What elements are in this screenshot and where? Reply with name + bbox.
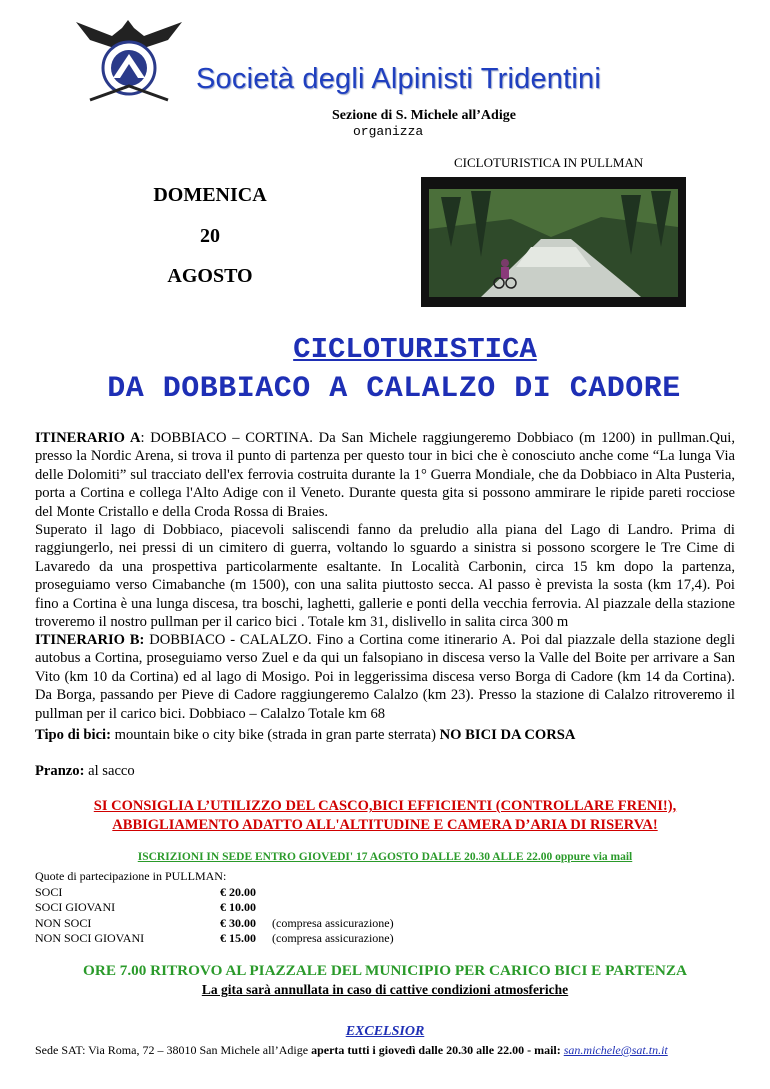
date-day: DOMENICA [153,184,267,206]
price-row [35,900,394,916]
sat-logo [72,14,187,104]
itinerario-b-label: ITINERARIO B: [35,632,145,648]
date-month: AGOSTO [167,265,253,287]
itinerario-a-label: ITINERARIO A [35,430,141,446]
pranzo-text: al sacco [84,763,135,779]
itinerario-b [35,631,735,723]
price-category: NON SOCI GIOVANI [35,931,145,945]
price-amount: € 10.00 [220,900,256,914]
price-note: (compresa assicurazione) [272,931,394,945]
route-title: DA DOBBIACO A CALALZO DI CADORE [107,372,681,406]
itinerario-a [35,429,735,631]
price-amount: € 15.00 [220,931,256,945]
itinerario-a-para1: : DOBBIACO – CORTINA. Da San Michele raggiungeremo Dobbiaco (m 1200) in pullman.Qui, presso la Nordic Arena, si trova il punto di partenza per questo tour in bici che è conosciuto anche come “La lunga Via delle Dolomiti” sul tracciato dell'ex ferrovia costruita durante la 1° Guerra Mondiale, che da Dobbiaco in Alta Pusteria, porta a Cortina e collega l'Alto Adige con il Veneto. Durante questa gita si possono ammirare le ripide pareti rocciose del Monte Cristallo e della Croda Rossa di Braies. [35,430,736,520]
tipo-bici-text: mountain bike o city bike (strada in gran parte sterrata) [110,727,440,743]
tipo-bici-label: Tipo di bici: [35,727,111,743]
price-row [35,885,394,901]
email-link[interactable]: san.michele@sat.tn.it [563,1043,668,1057]
org-title: Società degli Alpinisti Tridentini [196,63,601,95]
warning-line-2: ABBIGLIAMENTO ADATTO ALL'ALTITUDINE E CAMERA D’ARIA DI RISERVA! [112,817,658,833]
price-note: (compresa assicurazione) [272,915,394,930]
footer-hours: aperta tutti i giovedì dalle 20.30 alle 22.00 - mail: [311,1043,564,1057]
pranzo-label: Pranzo: [35,763,85,779]
price-row [35,931,394,947]
photo-caption: CICLOTURISTICA IN PULLMAN [454,155,644,170]
price-table [35,869,394,947]
price-category: SOCI [35,884,63,899]
pranzo [35,763,135,780]
price-row [35,916,394,932]
section-name: Sezione di S. Michele all’Adige [332,108,516,123]
date-number: 20 [200,225,220,247]
footer [35,1043,668,1058]
price-category: NON SOCI [35,915,92,930]
footer-address: Sede SAT: Via Roma, 72 – 38010 San Michele all’Adige [35,1043,312,1057]
eagle-emblem-icon [72,14,187,104]
cyclist-photo [421,177,686,307]
iscrizioni-notice: ISCRIZIONI IN SEDE ENTRO GIOVEDI' 17 AGOSTO DALLE 20.30 ALLE 22.00 oppure via mail [137,851,633,863]
price-amount: € 30.00 [220,915,256,930]
itinerario-a-para2: Superato il lago di Dobbiaco, piacevoli saliscendi fanno da preludio alla piana del Lago di Landro. Prima di raggiungerlo, nei pressi di un cimitero di guerra, voltando lo sguardo a sinistra si possono scorgere le Tre Cime di Lavaredo da una prospettiva particolarmente esaltante. In Località Carbonin, circa 15 km dopo la partenza, proseguiamo verso Cimabanche (m 1500), con una salita piuttosto secca. Al passo è prevista la sosta (km 17,4). Poi fino a Cortina è una lunga discesa, tra boschi, laghetti, gallerie e ponti della vecchia ferrovia. Al piazzale della stazione troveremo il nostro pullman per il carico bici . Totale km 31, dislivello in salita circa 300 m [35,522,735,631]
tipo-bici-warning: NO BICI DA CORSA [439,727,576,743]
warning-line-1: SI CONSIGLIA L’UTILIZZO DEL CASCO,BICI EFFICIENTI (CONTROLLARE FRENI!), [93,798,677,814]
organizza-text: organizza [353,124,424,139]
price-category: SOCI GIOVANI [35,900,116,914]
meeting-point: ORE 7.00 RITROVO AL PIAZZALE DEL MUNICIPIO PER CARICO BICI E PARTENZA [83,962,687,979]
cancellation-note: La gita sarà annullata in caso di cattive condizioni atmosferiche [201,982,569,997]
price-amount: € 20.00 [220,884,256,899]
itinerario-b-text: DOBBIACO - CALALZO. Fino a Cortina come itinerario A. Poi dal piazzale della stazione degli autobus a Cortina, proseguiamo verso Zuel e da qui un falsopiano in discesa verso la Valle del Boite per arrivare a San Vito (km 10 da Cortina) ed al lago di Mosigo. Poi in leggerissima discesa verso Borga di Cadore (km 14 da Cortina). Da Borga, passando per Pieve di Cadore raggiungeremo Calalzo (km 23). Presso la stazione di Calalzo ritroveremo il pullman per il carico bici. Dobbiaco – Calalzo Totale km 68 [35,632,735,722]
main-title: CICLOTURISTICA [293,333,537,366]
excelsior-label: EXCELSIOR [345,1024,425,1039]
tipo-bici [35,727,575,744]
price-heading: Quote di partecipazione in PULLMAN: [35,869,227,883]
